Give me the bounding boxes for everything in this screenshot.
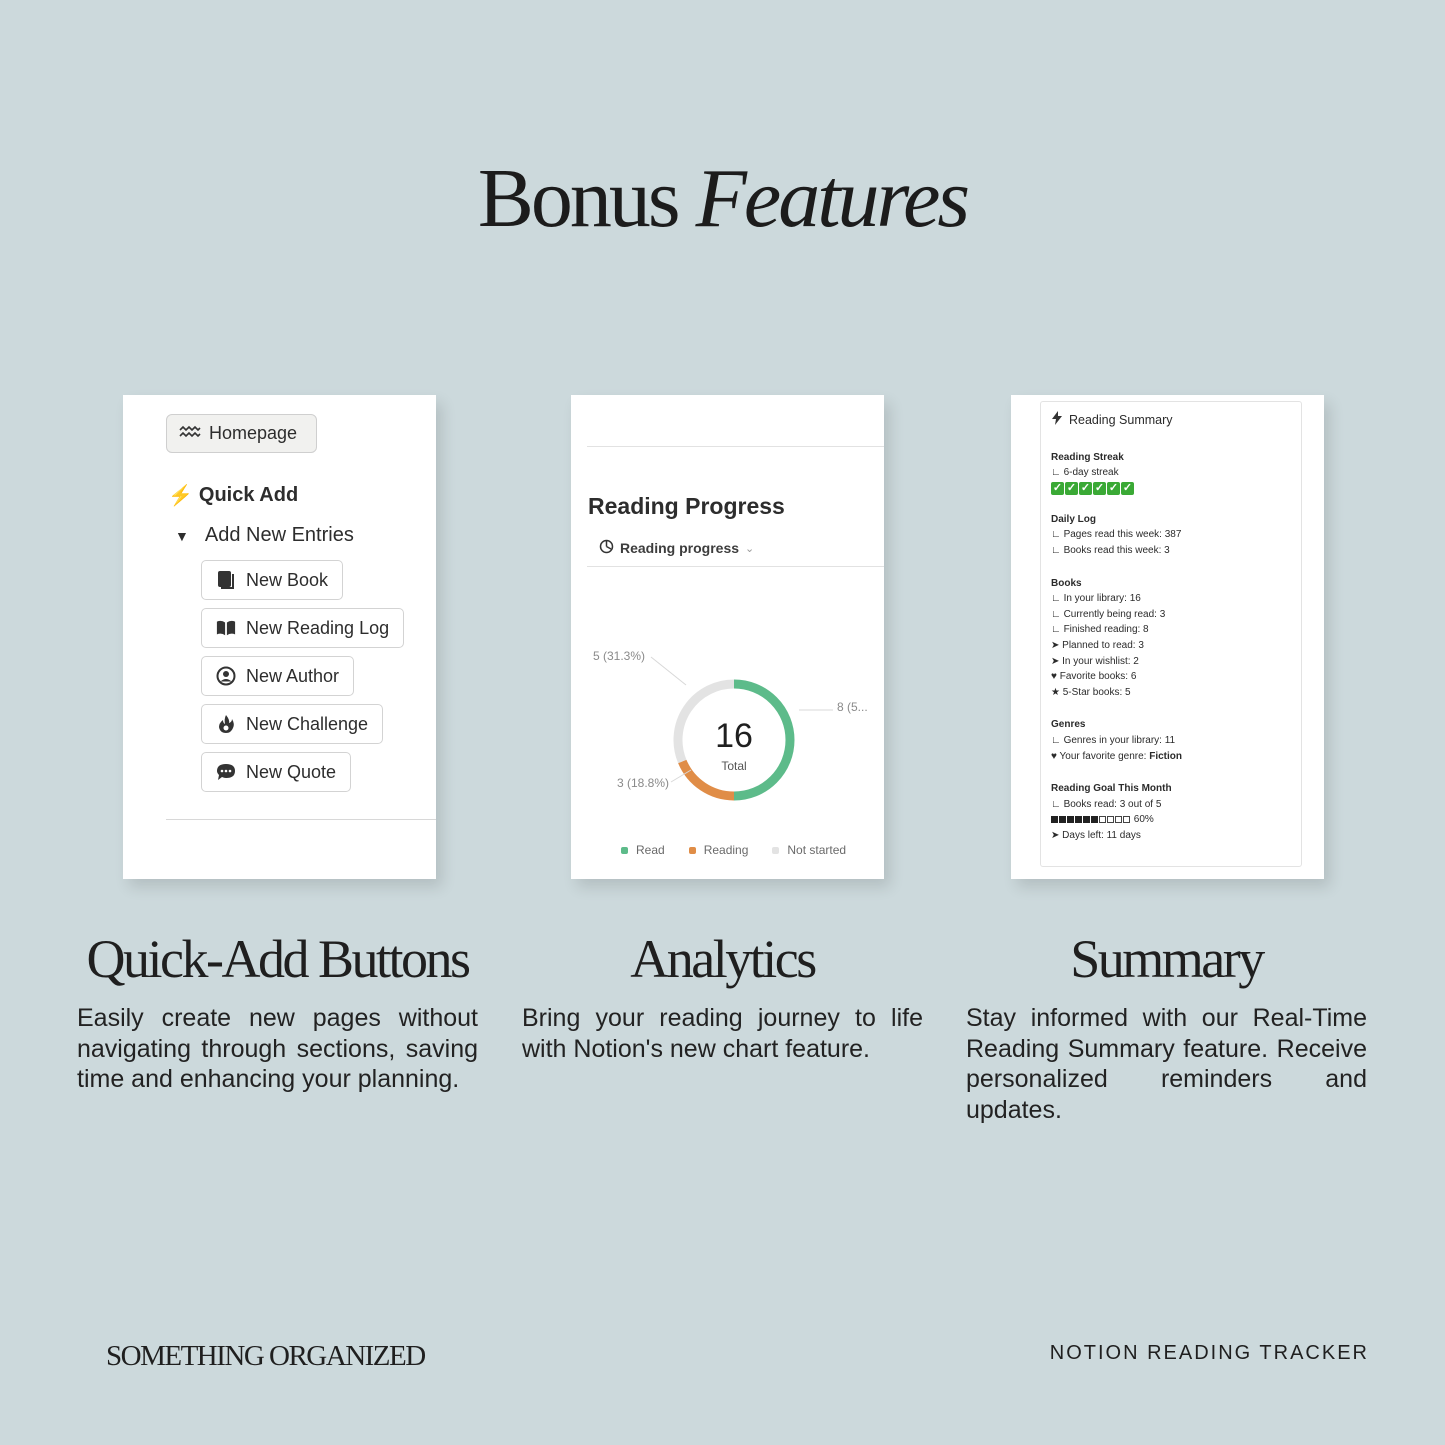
legend-swatch [772, 847, 779, 854]
new-challenge-button[interactable] [201, 704, 383, 744]
legend-item-reading [689, 843, 749, 857]
flame-icon [216, 714, 236, 734]
data-label-reading: 3 (18.8%) [617, 776, 670, 790]
add-new-entries-toggle[interactable] [175, 524, 354, 547]
check-icon: ✓ [1080, 481, 1091, 494]
summary-line: ∟ Books read this week: 3 [1051, 544, 1170, 556]
quick-add-heading [168, 483, 298, 508]
check-icon: ✓ [1122, 481, 1133, 494]
summary-callout [1040, 401, 1302, 867]
empty-block [1107, 816, 1114, 823]
page-title [0, 150, 1445, 247]
button-label: New Reading Log [246, 617, 390, 638]
legend-label: Reading [703, 843, 749, 857]
favorite-genre-line [1051, 749, 1291, 765]
view-label: Reading progress [620, 540, 740, 556]
summary-header [1051, 411, 1291, 430]
button-label: New Quote [246, 761, 337, 782]
filled-block [1051, 816, 1058, 823]
section-title: Genres [1051, 719, 1086, 731]
summary-line: ➤ Planned to read: 3 [1051, 639, 1144, 651]
lightning-icon: ⚡ [168, 485, 193, 507]
new-author-button[interactable] [201, 656, 354, 696]
filled-block [1075, 816, 1082, 823]
new-reading-log-button[interactable] [201, 608, 404, 648]
caption-body-summary: Stay informed with our Real-Time Reading Summary feature. Receive personalized reminders and updates. [966, 1004, 1367, 1124]
filled-block [1091, 816, 1098, 823]
caption-title-quick-add: Quick-Add Buttons [86, 929, 469, 989]
caption-body-quick-add: Easily create new pages without navigating through sections, saving time and enhancing your planning. [77, 1004, 478, 1093]
donut-chart [571, 625, 884, 825]
triangle-down-icon: ▼ [175, 527, 189, 544]
summary-line: ➤ Days left: 11 days [1051, 829, 1141, 841]
lightning-icon [1051, 411, 1063, 430]
legend-label: Not started [787, 843, 847, 857]
homepage-label: Homepage [209, 423, 298, 443]
open-book-icon [216, 618, 236, 638]
total-value: 16 [715, 717, 753, 755]
summary-line: ∟ Finished reading: 8 [1051, 624, 1149, 636]
favorite-genre-prefix: ♥ Your favorite genre: [1051, 750, 1150, 762]
caption-title-summary: Summary [1070, 929, 1263, 989]
section-title: Books [1051, 577, 1082, 589]
button-label: New Book [246, 569, 329, 590]
streak-line: ∟ 6-day streak [1051, 467, 1119, 479]
view-selector[interactable] [599, 539, 754, 557]
user-circle-icon [216, 666, 236, 686]
filled-block [1059, 816, 1066, 823]
empty-block [1115, 816, 1122, 823]
summary-title: Reading Summary [1069, 412, 1173, 427]
legend-swatch [689, 847, 696, 854]
title-italic: Features [695, 152, 968, 245]
divider [166, 819, 436, 820]
homepage-button[interactable] [166, 414, 317, 453]
total-label: Total [721, 759, 747, 773]
summary-line: ∟ Pages read this week: 387 [1051, 529, 1182, 541]
data-label-not-started: 5 (31.3%) [593, 649, 646, 663]
button-label: New Author [246, 665, 340, 686]
quick-add-title: Quick Add [198, 484, 299, 506]
streak-section [1051, 450, 1291, 495]
genres-section [1051, 717, 1291, 764]
chevron-down-icon: ⌄ [745, 542, 755, 555]
streak-checks [1051, 482, 1291, 495]
goal-progress-text: 60% [1133, 814, 1154, 826]
goal-progress-bar [1051, 814, 1131, 825]
books-section [1051, 576, 1291, 701]
section-title: Reading Streak [1051, 451, 1124, 463]
section-title: Reading Goal This Month [1051, 783, 1172, 795]
speech-bubble-icon [216, 762, 236, 782]
empty-block [1099, 816, 1106, 823]
filled-block [1067, 816, 1074, 823]
goal-progress-line [1051, 812, 1291, 828]
summary-line: ∟ Genres in your library: 11 [1051, 734, 1176, 746]
check-icon: ✓ [1066, 481, 1077, 494]
goal-section [1051, 781, 1291, 843]
data-label-read: 8 (5... [837, 700, 868, 714]
legend-swatch [621, 847, 628, 854]
divider [587, 446, 884, 447]
check-icon: ✓ [1052, 481, 1063, 494]
section-title: Daily Log [1051, 513, 1097, 525]
summary-card [1011, 395, 1324, 879]
title-regular: Bonus [477, 152, 678, 245]
summary-line: ∟ In your library: 16 [1051, 593, 1141, 605]
legend-item-not-started [772, 843, 846, 857]
summary-line: ∟ Currently being read: 3 [1051, 608, 1166, 620]
button-label: New Challenge [246, 713, 369, 734]
empty-block [1123, 816, 1130, 823]
new-book-button[interactable] [201, 560, 343, 600]
quick-add-card [123, 395, 436, 879]
favorite-genre-value: Fiction [1149, 750, 1183, 762]
check-icon: ✓ [1108, 481, 1119, 494]
filled-block [1083, 816, 1090, 823]
chart-title: Reading Progress [588, 493, 785, 519]
check-icon: ✓ [1094, 481, 1105, 494]
legend-item-read [621, 843, 665, 857]
daily-log-section [1051, 512, 1291, 559]
caption-body-analytics: Bring your reading journey to life with Notion's new chart feature. [522, 1004, 923, 1063]
wave-icon [179, 423, 201, 444]
product-name: NOTION READING TRACKER [1049, 1342, 1369, 1364]
pie-chart-icon [599, 539, 614, 557]
summary-line: ∟ Books read: 3 out of 5 [1051, 798, 1162, 810]
book-icon [216, 570, 236, 590]
analytics-card [571, 395, 884, 879]
caption-title-analytics: Analytics [630, 929, 815, 989]
legend-label: Read [636, 843, 665, 857]
divider [587, 566, 884, 567]
toggle-label: Add New Entries [204, 524, 354, 546]
leader-line [651, 657, 686, 685]
chart-legend [621, 843, 846, 857]
summary-line: ★ 5-Star books: 5 [1051, 686, 1131, 698]
brand-name: SOMETHING ORGANIZED [106, 1340, 425, 1372]
new-quote-button[interactable] [201, 752, 351, 792]
summary-line: ♥ Favorite books: 6 [1051, 671, 1137, 683]
summary-line: ➤ In your wishlist: 2 [1051, 655, 1139, 667]
